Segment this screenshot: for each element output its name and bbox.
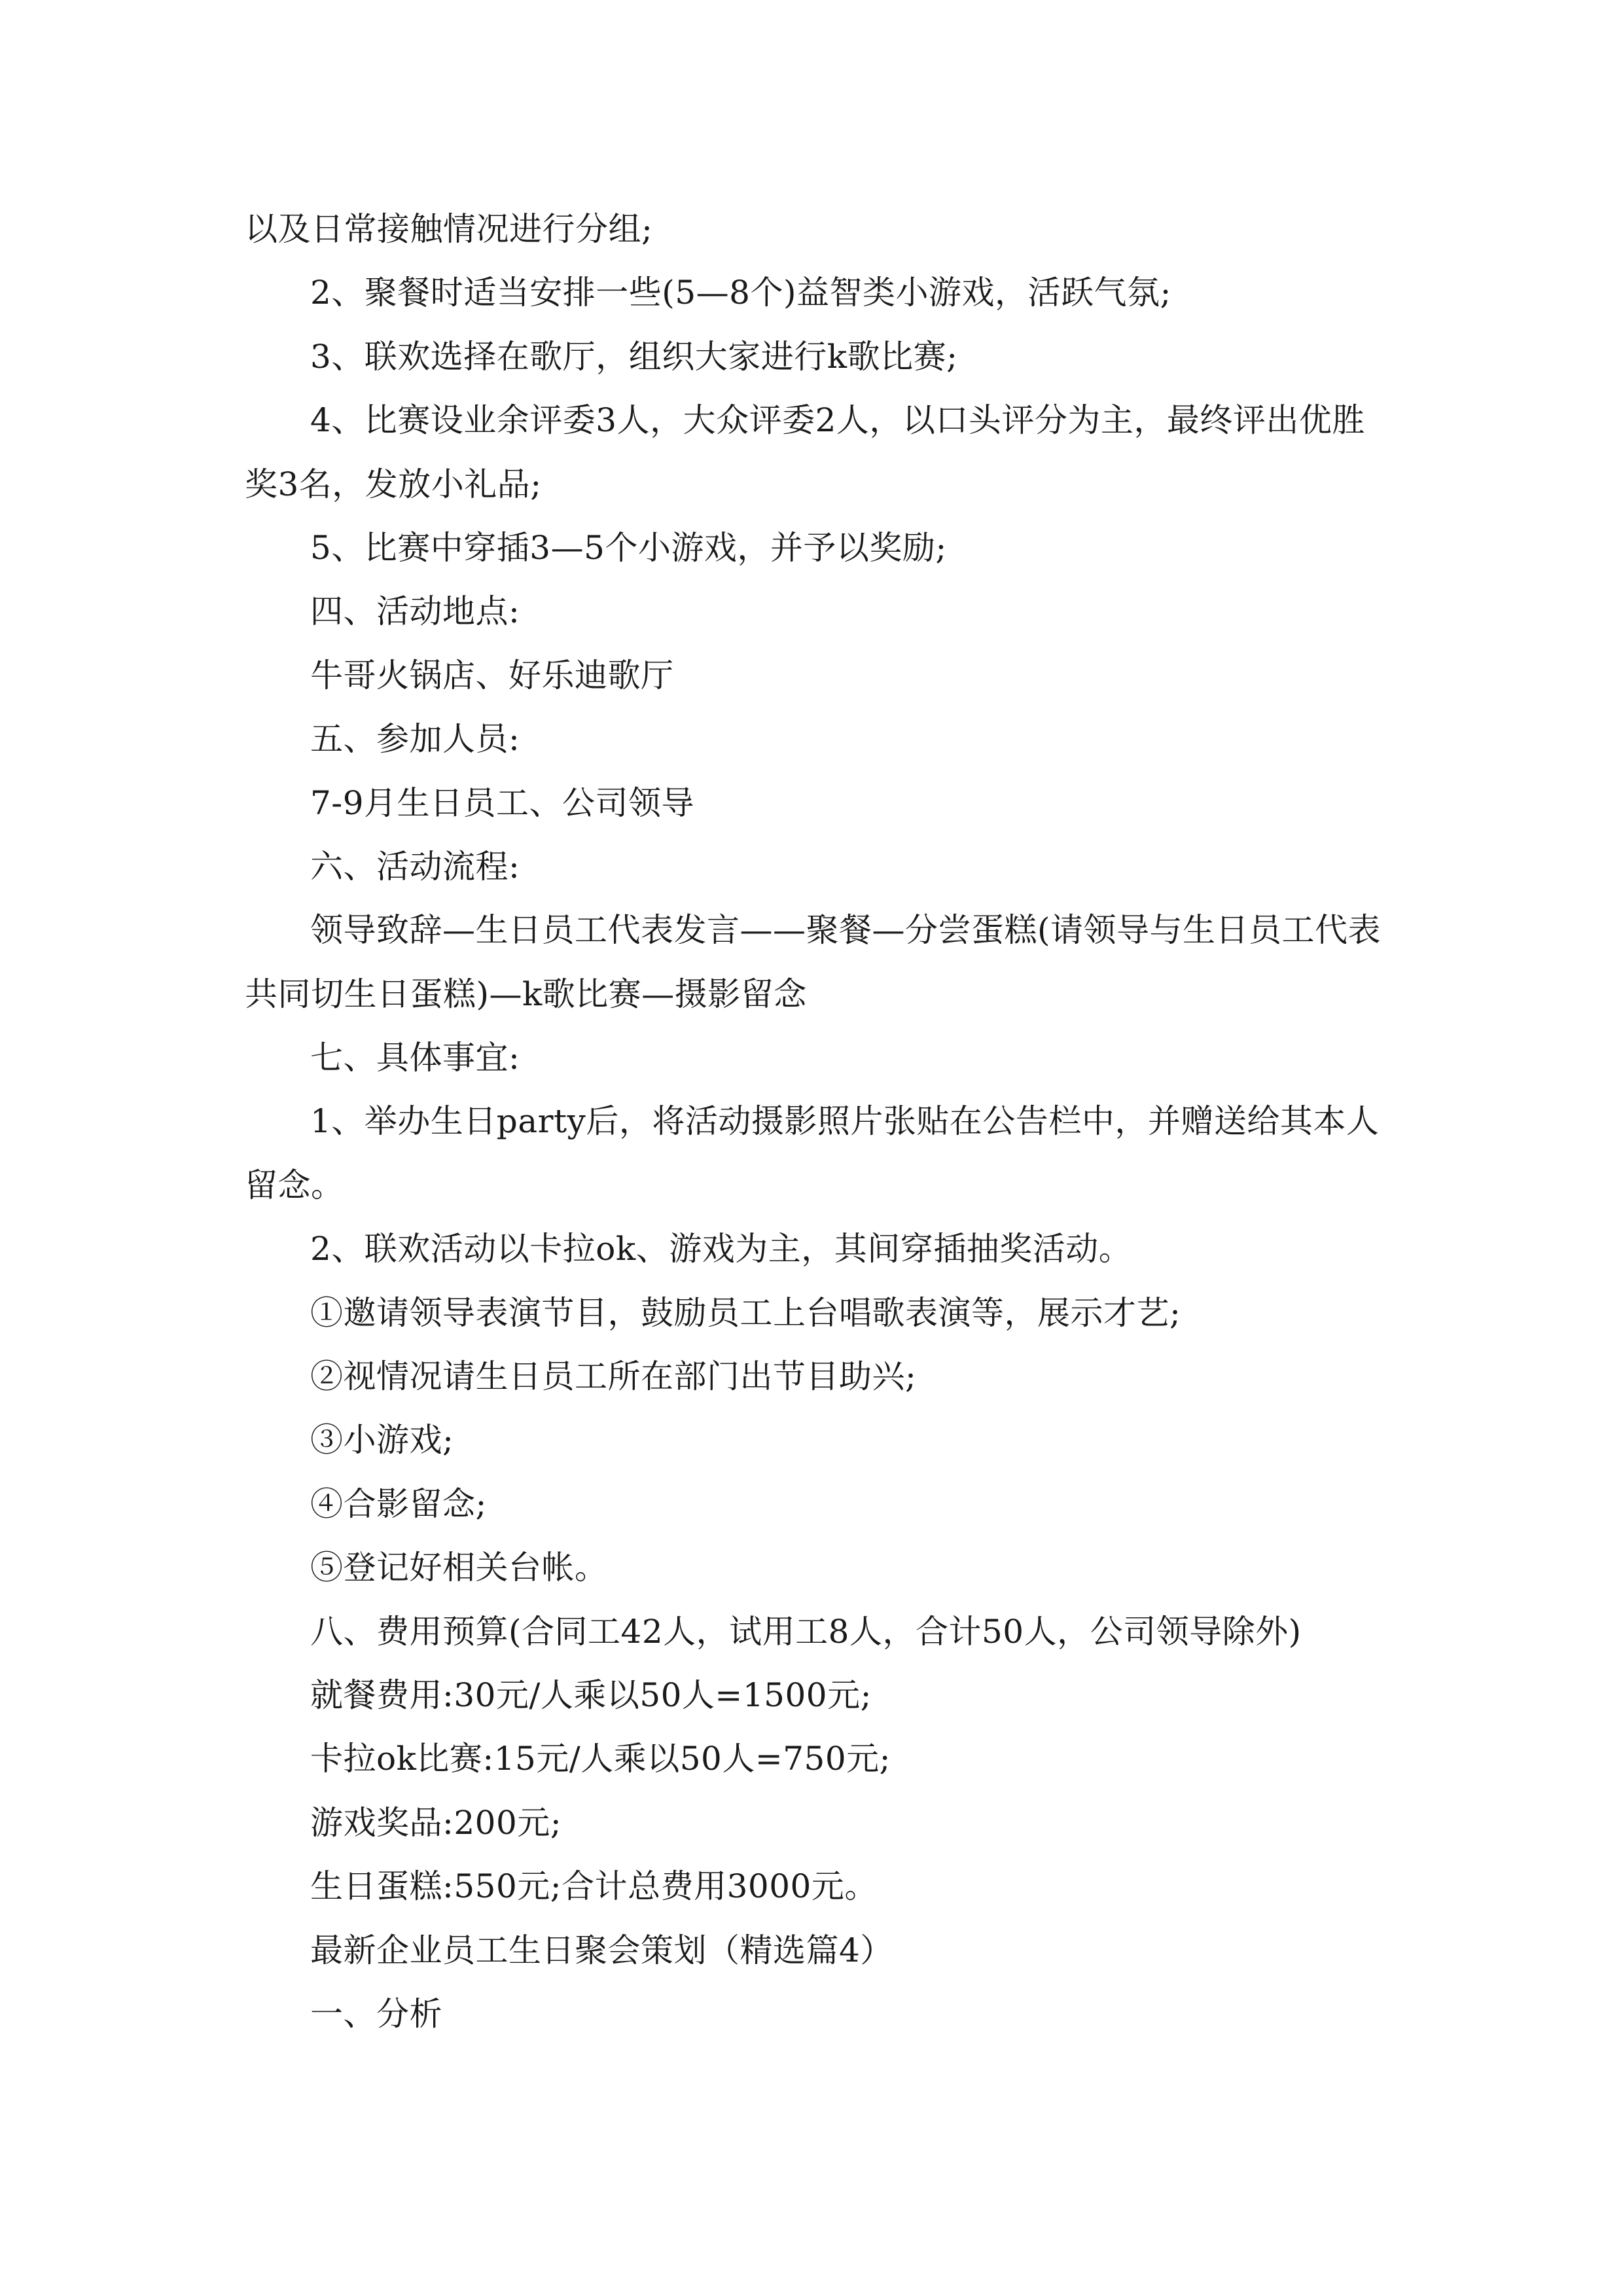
text-line: 牛哥火锅店、好乐迪歌厅 xyxy=(310,656,674,694)
text-line: ④合影留念; xyxy=(310,1484,487,1523)
text-line: 奖3名，发放小礼品; xyxy=(245,465,542,503)
text-line: 六、活动流程: xyxy=(310,847,520,886)
text-line: 七、具体事宜: xyxy=(310,1039,520,1077)
document-body xyxy=(245,198,1383,2046)
text-line: ②视情况请生日员工所在部门出节目助兴; xyxy=(310,1357,917,1396)
text-line: 就餐费用:30元/人乘以50人=1500元; xyxy=(310,1676,872,1714)
text-line: 2、聚餐时适当安排一些(5—8个)益智类小游戏，活跃气氛; xyxy=(310,274,1171,312)
text-line: 领导致辞—生日员工代表发言——聚餐—分尝蛋糕(请领导与生日员工代表 xyxy=(310,911,1382,950)
text-line: 一、分析 xyxy=(310,1994,442,2033)
text-line: 以及日常接触情况进行分组; xyxy=(245,210,653,248)
text-line: 五、参加人员: xyxy=(310,720,520,759)
text-line: 1、举办生日party后，将活动摄影照片张贴在公告栏中，并赠送给其本人 xyxy=(310,1102,1380,1141)
text-line: 生日蛋糕:550元;合计总费用3000元。 xyxy=(310,1867,878,1906)
text-line: 卡拉ok比赛:15元/人乘以50人=750元; xyxy=(310,1740,891,1778)
text-line: ③小游戏; xyxy=(310,1421,454,1460)
text-line: 游戏奖品:200元; xyxy=(310,1803,562,1842)
text-line: 7-9月生日员工、公司领导 xyxy=(310,783,695,822)
text-line: 八、费用预算(合同工42人，试用工8人，合计50人，公司领导除外) xyxy=(310,1612,1302,1651)
text-line: 共同切生日蛋糕)—k歌比赛—摄影留念 xyxy=(245,975,807,1013)
text-line: ①邀请领导表演节目，鼓励员工上台唱歌表演等，展示才艺; xyxy=(310,1293,1181,1332)
text-line: ⑤登记好相关台帐。 xyxy=(310,1549,608,1587)
text-line: 最新企业员工生日聚会策划（精选篇4） xyxy=(310,1931,893,1969)
text-line: 2、联欢活动以卡拉ok、游戏为主，其间穿插抽奖活动。 xyxy=(310,1230,1132,1268)
text-line: 4、比赛设业余评委3人，大众评委2人，以口头评分为主，最终评出优胜 xyxy=(310,401,1365,440)
text-line: 四、活动地点: xyxy=(310,592,520,631)
text-line: 3、联欢选择在歌厅，组织大家进行k歌比赛; xyxy=(310,337,958,376)
text-line: 5、比赛中穿插3—5个小游戏，并予以奖励; xyxy=(310,528,947,567)
text-line: 留念。 xyxy=(245,1166,344,1204)
